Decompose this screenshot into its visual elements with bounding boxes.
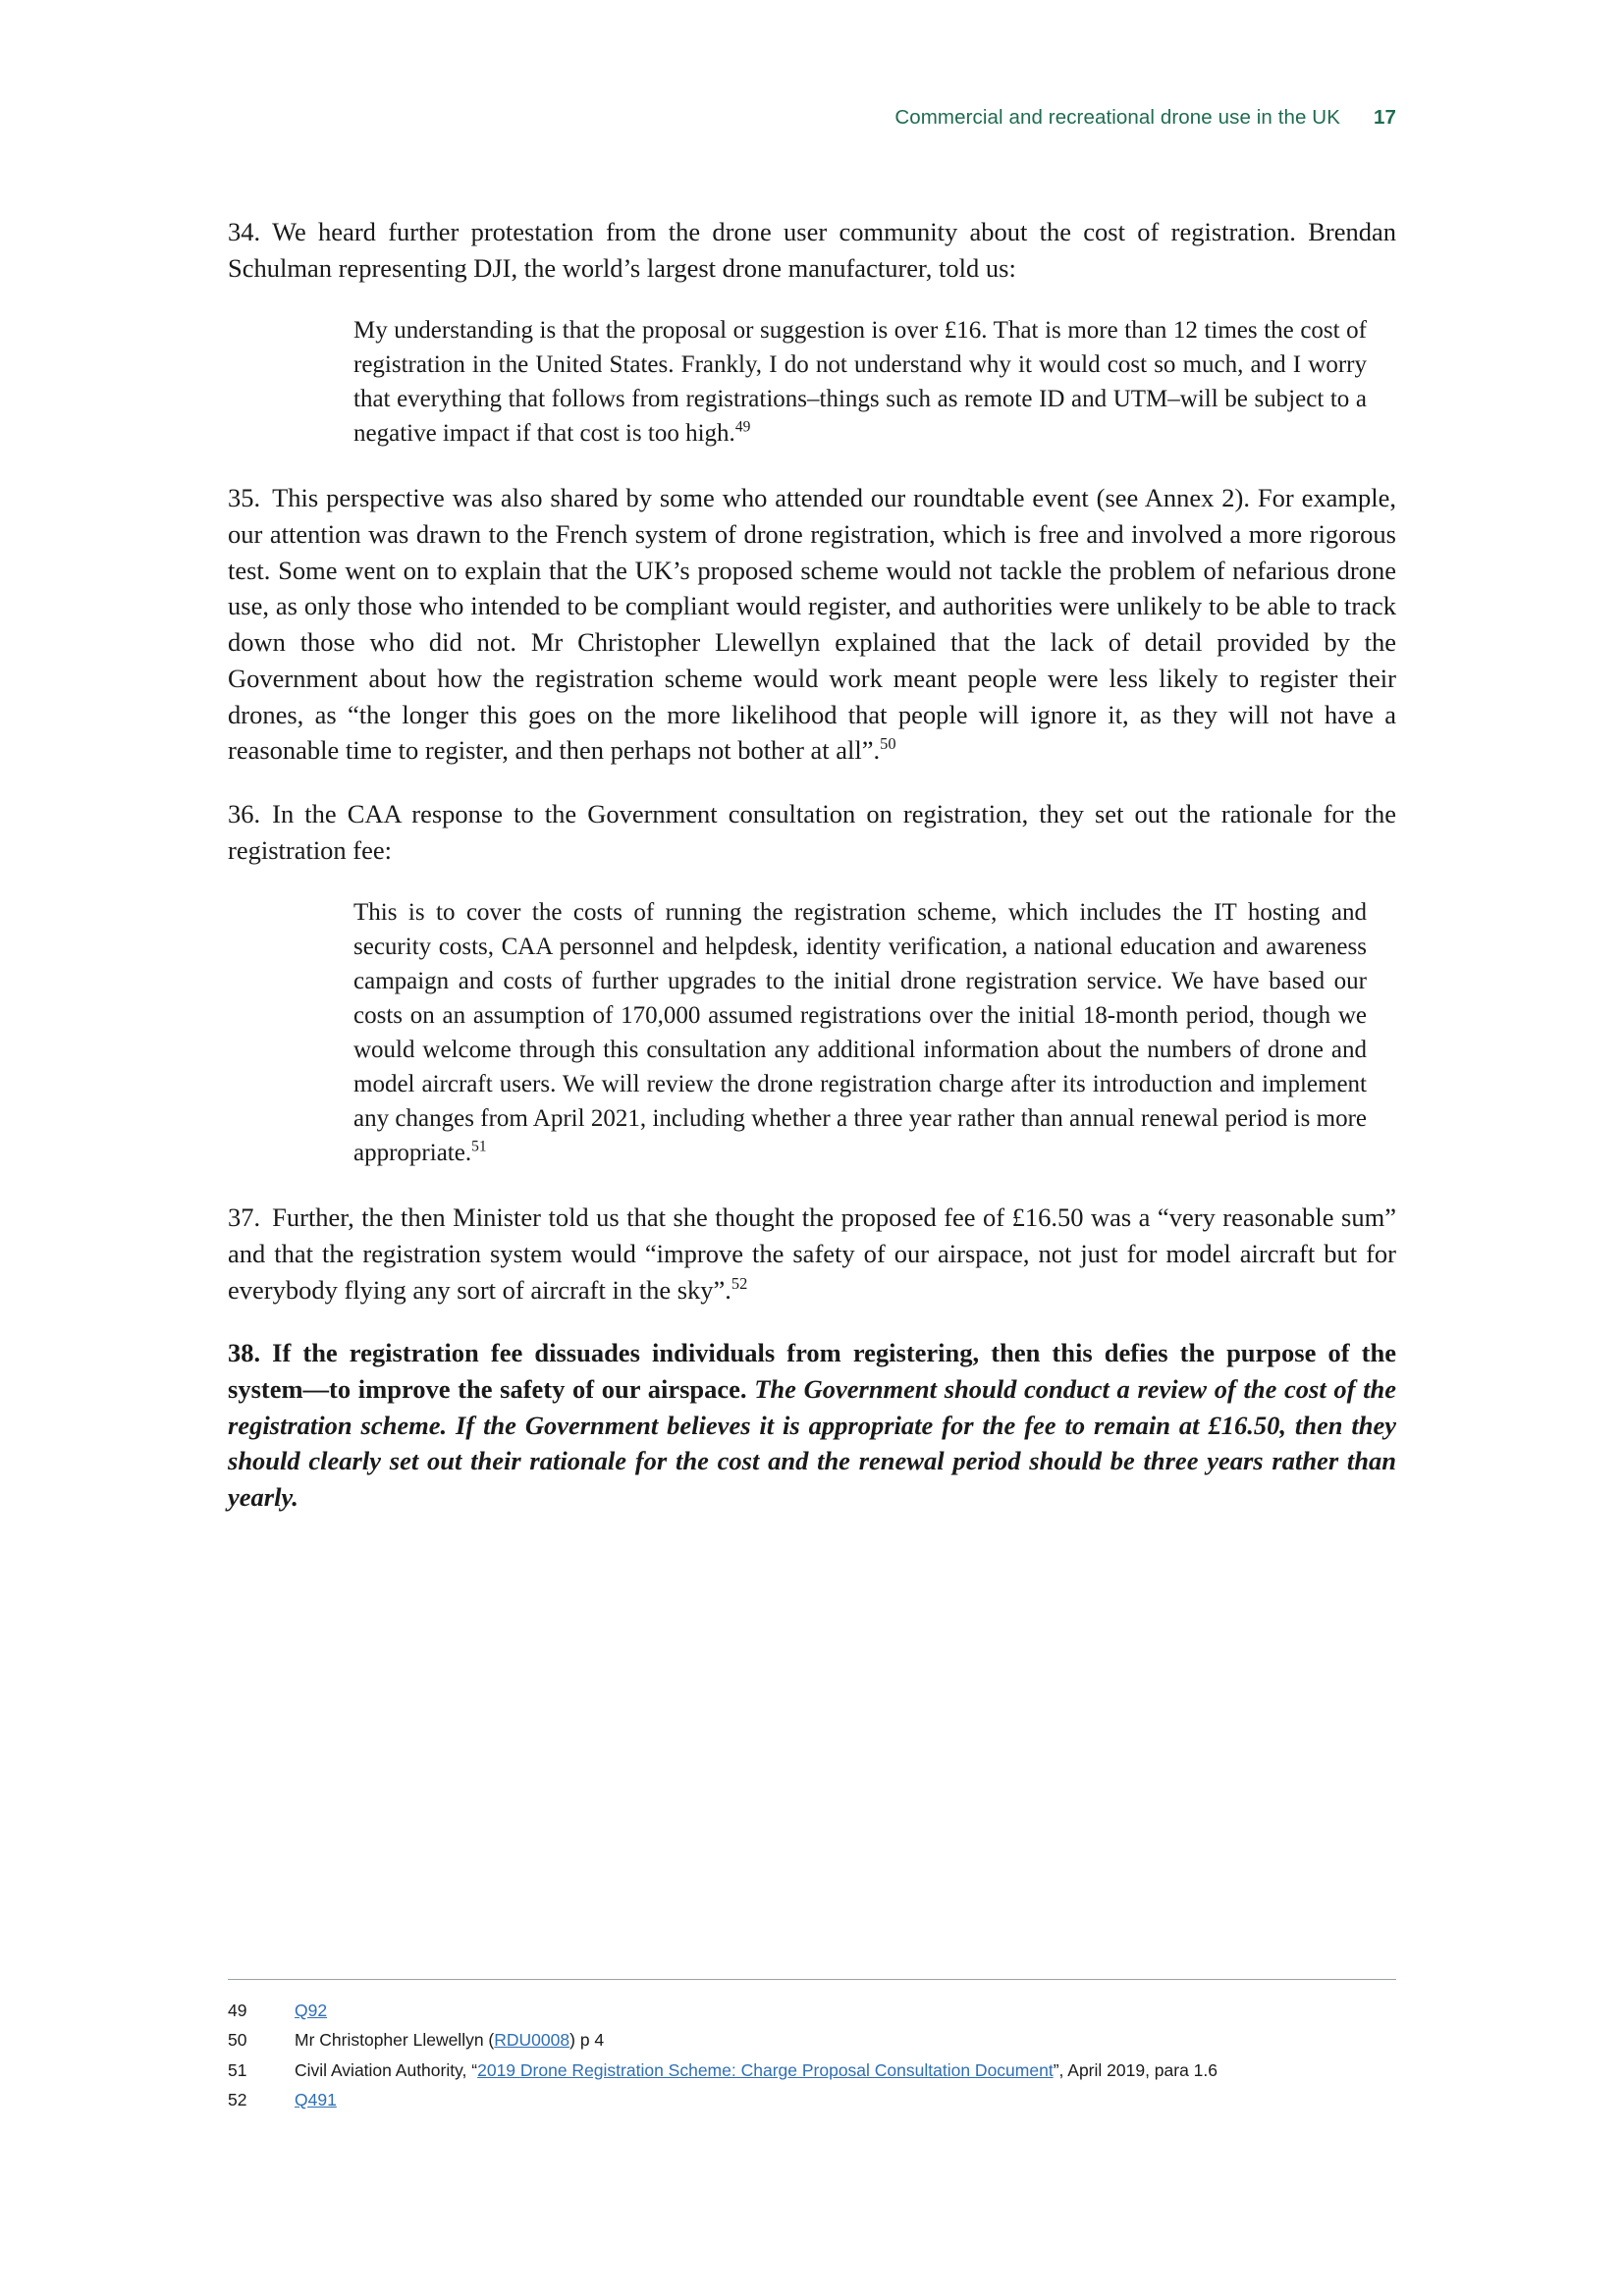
footnote-list bbox=[228, 1997, 1406, 2115]
footnote-ref-50[interactable]: 50 bbox=[880, 734, 896, 754]
footnote-item bbox=[228, 2086, 1406, 2113]
page-number: 17 bbox=[1373, 106, 1396, 129]
footnote-item bbox=[228, 2056, 1406, 2084]
paragraph-37 bbox=[228, 1200, 1396, 1308]
footnote-post: ) p 4 bbox=[569, 2030, 605, 2051]
header-title: Commercial and recreational drone use in the UK bbox=[894, 106, 1340, 129]
footnote-post: ”, April 2019, para 1.6 bbox=[1053, 2059, 1218, 2080]
page-header bbox=[228, 106, 1396, 130]
footnote-link[interactable]: Q92 bbox=[295, 2001, 328, 2020]
paragraph-36 bbox=[228, 796, 1396, 868]
paragraph-37-text: Further, the then Minister told us that she thought the proposed fee of £16.50 was a “very reasonable sum” and that the registration system would “improve the safety of our airspace, not just for model aircraft but for everybody flying any sort of aircraft in the sky”. bbox=[228, 1202, 1396, 1305]
footnote-pre: Civil Aviation Authority, “ bbox=[295, 2059, 478, 2080]
footnote-text bbox=[295, 1997, 1406, 2024]
blockquote-schulman-text: My understanding is that the proposal or suggestion is over £16. That is more than 12 times the cost of registration in the United States. Frankly, I do not understand why it would cost so much, and I worry that everything that follows from registrations–things such as remote ID and UTM–will be subject to a negative impact if that cost is too high. bbox=[353, 317, 1367, 448]
paragraph-38-number: 38. bbox=[228, 1338, 261, 1368]
paragraph-37-number: 37. bbox=[228, 1202, 261, 1233]
footnote-pre: Mr Christopher Llewellyn ( bbox=[295, 2030, 495, 2051]
footnote-link[interactable]: RDU0008 bbox=[494, 2030, 570, 2051]
blockquote-schulman bbox=[228, 313, 1396, 451]
footnote-number: 51 bbox=[228, 2059, 247, 2080]
footnote-ref-49[interactable]: 49 bbox=[734, 419, 751, 437]
paragraph-35-number: 35. bbox=[228, 483, 261, 513]
footnote-text bbox=[295, 2086, 1406, 2113]
footnote-link[interactable]: Q491 bbox=[295, 2090, 337, 2110]
page-body bbox=[228, 214, 1396, 1543]
paragraph-38 bbox=[228, 1335, 1396, 1515]
footnote-ref-51[interactable]: 51 bbox=[471, 1138, 487, 1155]
paragraph-35 bbox=[228, 480, 1396, 769]
footnote-item bbox=[228, 2026, 1406, 2054]
paragraph-38-bold-text: If the registration fee dissuades individuals from registering, then this defies the purpose of the system—to improve the safety of our airspace. bbox=[228, 1338, 1396, 1404]
footnote-text bbox=[295, 2056, 1406, 2084]
footnote-item bbox=[228, 1997, 1406, 2024]
footnote-link[interactable]: 2019 Drone Registration Scheme: Charge Proposal Consultation Document bbox=[477, 2059, 1054, 2080]
footnote-ref-52[interactable]: 52 bbox=[731, 1273, 748, 1293]
footnote-number: 49 bbox=[228, 2001, 247, 2020]
footnote-number: 52 bbox=[228, 2090, 247, 2110]
paragraph-34-number: 34. bbox=[228, 217, 261, 246]
paragraph-38-recommendation: The Government should conduct a review of the cost of the registration scheme. If the Government believes it is appropriate for the fee to remain at £16.50, then they should clearly set out their rationale for the cost and the renewal period should be three years rather than yearly. bbox=[228, 1374, 1396, 1513]
blockquote-caa-text: This is to cover the costs of running the registration scheme, which includes the IT hosting and security costs, CAA personnel and helpdesk, identity verification, a national education and awareness campaign and costs of further upgrades to the initial drone registration service. We have based our costs on an assumption of 170,000 assumed registrations over the initial 18-month period, though we would welcome through this consultation any additional information about the numbers of drone and model aircraft users. We will review the drone registration charge after its introduction and implement any changes from April 2021, including whether a three year rather than annual renewal period is more appropriate. bbox=[353, 899, 1367, 1167]
paragraph-36-number: 36. bbox=[228, 798, 261, 828]
footnote-text bbox=[295, 2026, 1406, 2054]
footnote-number: 50 bbox=[228, 2030, 247, 2051]
paragraph-36-text: In the CAA response to the Government consultation on registration, they set out the rationale for the registration fee: bbox=[228, 798, 1396, 865]
paragraph-34-text: We heard further protestation from the drone user community about the cost of registration. Brendan Schulman representing DJI, the world’s largest drone manufacturer, told us: bbox=[228, 217, 1396, 283]
paragraph-34 bbox=[228, 214, 1396, 286]
footnote-divider bbox=[228, 1979, 1396, 1980]
blockquote-caa bbox=[228, 895, 1396, 1170]
paragraph-35-text: This perspective was also shared by some who attended our roundtable event (see Annex 2). For example, our attention was drawn to the French system of drone registration, which is free and involved a more rigorous test. Some went on to explain that the UK’s proposed scheme would not tackle the problem of nefarious drone use, as only those who intended to be compliant would register, and authorities were unlikely to be able to track down those who did not. Mr Christopher Llewellyn explained that the lack of detail provided by the Government about how the registration scheme would work meant people were less likely to register their drones, as “the longer this goes on the more likelihood that people will ignore it, as they will not have a reasonable time to register, and then perhaps not bother at all”. bbox=[228, 483, 1396, 766]
